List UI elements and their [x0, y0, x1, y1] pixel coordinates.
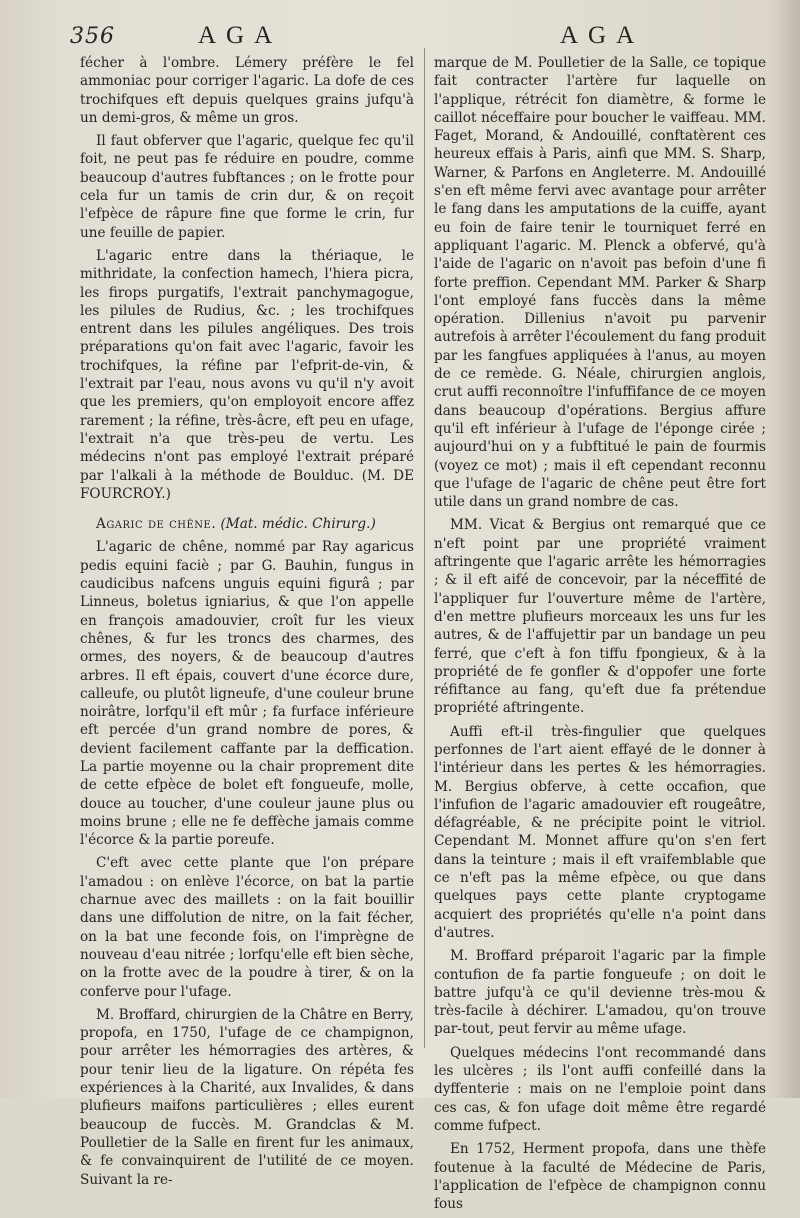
right-running-head: AGA [560, 22, 645, 49]
paragraph: marque de M. Poulletier de la Salle, ce topique fait contracter l'artère fur laquelle on l'applique, rétrécit fon diamètre, & forme le caillot néceffaire pour boucher le vaiffeau. MM. Faget, Morand, & Andouillé, conftatèrent ces heureux effais à Paris, ainfi que MM. S. Sharp, Warner, & Parfons en Angleterre. M. Andouillé s'en eft même fervi avec avantage pour arrêter le fang dans les amputations de la cuiffe, ayant eu foin de faire tenir le tourniquet ferré en appliquant l'agaric. M. Plenck a obfervé, qu'à l'aide de l'agaric on n'avoit pas befoin d'une fi forte preffion. Cependant MM. Parker & Sharp l'ont employé fans fuccès dans la même opération. Dillenius n'avoit pu parvenir autrefois à arrêter l'écoulement du fang produit par les fangfues appliquées à l'anus, au moyen de ce remède. G. Néale, chirurgien anglois, crut auffi reconnoître l'infuffifance de ce moyen dans beaucoup d'opérations. Bergius affure qu'il eft inférieur à l'ufage de l'éponge cirée ; aujourd'hui on y a fubftitué le pain de fourmis (voyez ce mot) ; mais il eft cependant reconnu que l'ufage de l'agaric de chêne peut être fort utile dans un grand nombre de cas. [434, 55, 766, 511]
entry-heading-paragraph [80, 515, 414, 533]
page-number: 356 [70, 24, 115, 49]
column-divider [424, 48, 425, 1048]
paragraph: fécher à l'ombre. Lémery préfère le fel ammoniac pour corriger l'agaric. La dofe de ces trochifques eft depuis quelques grains jufqu'à un demi-gros, & même un gros. [80, 55, 414, 126]
paragraph: MM. Vicat & Bergius ont remarqué que ce n'eft point par une propriété vraiment aftringente que l'agaric arrête les hémorragies ; & il eft aifé de concevoir, par la néceffité de l'appliquer fur l'ouverture même de l'artère, d'en mettre plufieurs morceaux les uns fur les autres, & de l'affujettir par un bandage un peu ferré, que c'eft à fon tiffu fpongieux, & à la propriété de fe gonfler & d'oppofer une forte réfiftance au fang, qu'eft due fa prétendue propriété aftringente. [434, 517, 766, 717]
page-header [0, 18, 800, 52]
paragraph: Il faut obferver que l'agaric, quelque fec qu'il foit, ne peut pas fe réduire en poudre, comme beaucoup d'autres fubftances ; on le frotte pour cela fur un tamis de crin dur, & on reçoit l'efpèce de râpure fine que forme le crin, fur une feuille de papier. [80, 133, 414, 241]
right-column [434, 54, 766, 1218]
paragraph: M. Broffard préparoit l'agaric par la fimple contufion de fa partie fongueufe ; on doit le battre jufqu'à ce qu'il devienne très-mou & très-facile à déchirer. L'amadou, qu'on trouve par-tout, peut fervir au même ufage. [434, 948, 766, 1038]
paragraph: En 1752, Herment propofa, dans une thèfe foutenue à la faculté de Médecine de Paris, l'application de l'efpèce de champignon connu fous [434, 1141, 766, 1213]
paragraph: Quelques médecins l'ont recommandé dans les ulcères ; ils l'ont auffi confeillé dans la dyffenterie : mais on ne l'emploie point dans ces cas, & fon ufage doit même être regardé comme fufpect. [434, 1044, 766, 1134]
paragraph: Auffi eft-il très-fingulier que quelques perfonnes de l'art aient effayé de le donner à l'intérieur dans les pertes & les hémorragies. M. Bergius obferve, à cette occafion, que l'infufion de l'agaric amadouvier eft rougeâtre, défagréable, & ne précipite point le vitriol. Cependant M. Monnet affure qu'on s'en fert dans la teinture ; mais il eft vraifemblable que ce n'eft pas la même efpèce, ou que dans quelques pays cette plante cryptogame acquiert des propriétés qu'elle n'a point dans d'autres. [434, 723, 766, 941]
paragraph: L'agaric entre dans la thériaque, le mithridate, la confection hamech, l'hiera picra, les firops purgatifs, l'extrait panchymagogue, les pilules de Rudius, &c. ; les trochifques entrent dans les pilules angéliques. Des trois préparations qu'on fait avec l'agaric, favoir les trochifques, la réfine par l'efprit-de-vin, & l'extrait par l'eau, nous avons vu qu'il n'y avoit que les premiers, qu'on employoit encore affez rarement ; la réfine, très-âcre, eft peu en ufage, l'extrait n'a que très-peu de vertu. Les médecins n'ont pas employé l'extrait préparé par l'alkali à la méthode de Boulduc. (M. DE FOURCROY.) [80, 247, 414, 502]
left-running-head: AGA [198, 22, 283, 49]
paragraph: M. Broffard, chirurgien de la Châtre en Berry, propofa, en 1750, l'ufage de ce champignon, pour arrêter les hémorragies des artères, & pour tenir lieu de la ligature. On répéta fes expériences à la Charité, aux Invalides, & dans plufieurs maifons particulières ; elles eurent beaucoup de fuccès. M. Grandclas & M. Poulletier de la Salle en firent fur les animaux, & fe convainquirent de l'utilité de ce moyen. Suivant la re- [80, 1006, 414, 1188]
entry-subject: (Mat. médic. Chirurg.) [220, 516, 376, 533]
left-column [80, 54, 414, 1194]
entry-heading: Agaric de chêne. [96, 516, 217, 533]
paragraph: L'agaric de chêne, nommé par Ray agaricus pedis equini faciè ; par G. Bauhin, fungus in caudicibus nafcens unguis equini figurâ ; par Linneus, boletus igniarius, & que l'on appelle en françois amadouvier, croît fur les vieux chênes, & fur les troncs des charmes, des ormes, des noyers, & de beaucoup d'autres arbres. Il eft épais, couvert d'une écorce dure, calleufe, ou plutôt ligneufe, d'une couleur brune noirâtre, lorfqu'il eft mûr ; fa furface inférieure eft percée d'un grand nombre de pores, & devient facilement caffante par la deffication. La partie moyenne ou la chair proprement dite de cette efpèce de bolet eft fongueufe, molle, douce au toucher, d'une couleur jaune plus ou moins brune ; elle ne fe deffèche jamais comme l'écorce & la partie poreufe. [80, 539, 414, 849]
paragraph: C'eft avec cette plante que l'on prépare l'amadou : on enlève l'écorce, on bat la partie charnue avec des maillets : on la fait bouillir dans une diffolution de nitre, on la fait fécher, on la bat une feconde fois, on l'imprègne de nouveau d'eau nitrée ; lorfqu'elle eft bien sèche, on la frotte avec de la poudre à tirer, & on la conferve pour l'ufage. [80, 855, 414, 1000]
